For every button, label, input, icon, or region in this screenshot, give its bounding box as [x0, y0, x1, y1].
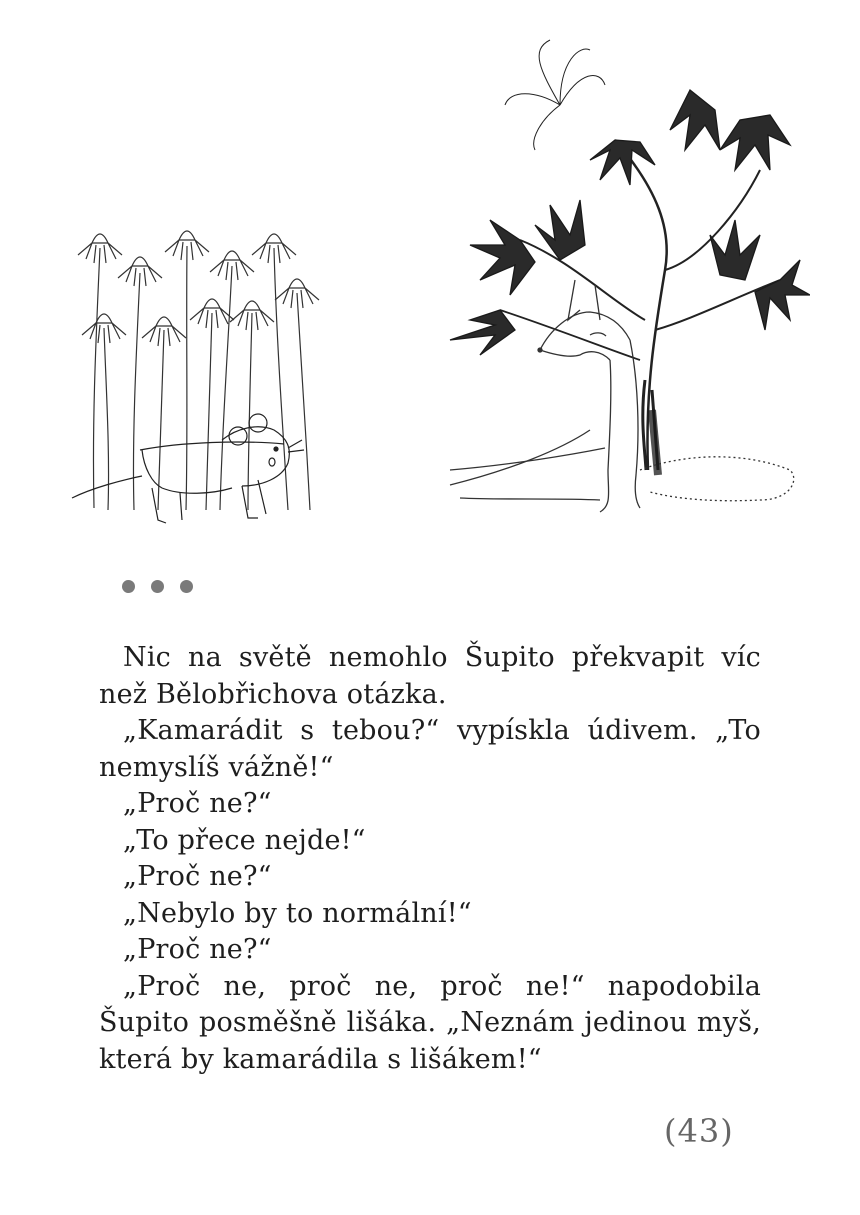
flower-stems	[93, 246, 310, 510]
thistle-fox-illustration	[440, 30, 810, 520]
paragraph: „Nebylo by to normální!“	[123, 897, 472, 929]
flower-heads	[78, 231, 319, 346]
paragraph: „Proč ne, proč ne, proč ne!“ napodobila Šupito posměšně lišáka. „Neznám jedinou myš, která by kamarádila s lišákem!“	[99, 970, 761, 1075]
separator-dot	[122, 580, 135, 593]
paragraph: Nic na světě nemohlo Šupito překvapit víc než Bělobřichova otázka.	[99, 642, 761, 710]
paragraph: „Proč ne?“	[123, 934, 272, 965]
mouse-figure	[72, 414, 304, 523]
dots-separator	[122, 580, 193, 593]
thistle-plant	[450, 40, 810, 475]
separator-dot	[151, 580, 164, 593]
paragraph: „To přece nejde!“	[123, 824, 366, 856]
flowers-mouse-illustration	[62, 218, 322, 528]
separator-dot	[180, 580, 193, 593]
paragraph: „Proč ne?“	[123, 788, 272, 819]
story-text	[99, 640, 761, 1078]
page-number: (43)	[664, 1112, 734, 1150]
paragraph: „Kamarádit s tebou?“ vypískla údivem. „To nemyslíš vážně!“	[99, 715, 761, 783]
paragraph: „Proč ne?“	[123, 861, 272, 892]
